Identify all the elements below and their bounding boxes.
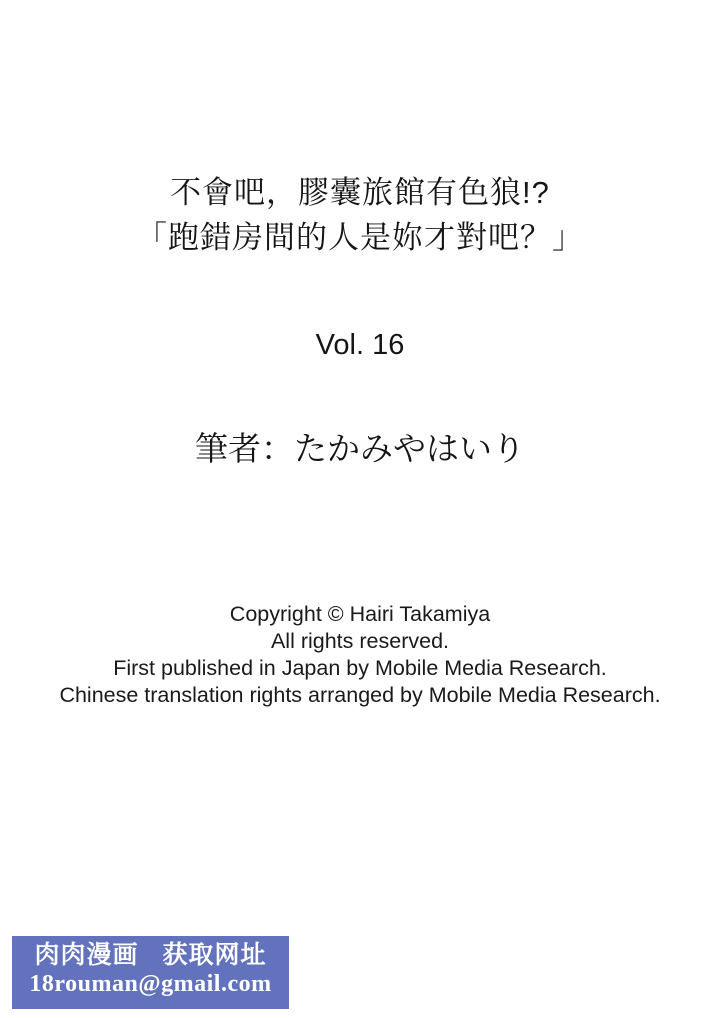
watermark-email: 18rouman@gmail.com [29, 971, 272, 997]
copyright-line-publisher: First published in Japan by Mobile Media Research. [113, 656, 607, 680]
watermark-site-name: 肉肉漫画 [34, 941, 139, 969]
volume-label: Vol. 16 [315, 329, 405, 361]
author-line: 筆者：たかみやはいり [195, 430, 525, 467]
copyright-block [0, 601, 720, 709]
watermark-title [12, 940, 289, 970]
copyright-line-holder: Copyright © Hairi Takamiya [229, 602, 491, 626]
series-title-line2: 「跑錯房間的人是妳才對吧？」 [136, 220, 584, 255]
copyright-line-rights: All rights reserved. [270, 629, 450, 653]
watermark-site-label: 获取网址 [162, 941, 267, 969]
series-title-line1: 不會吧，膠囊旅館有色狼!? [170, 175, 550, 210]
series-title [0, 170, 720, 260]
copyright-line-translation: Chinese translation rights arranged by Mobile Media Research. [59, 683, 661, 707]
watermark-box [12, 936, 289, 1009]
